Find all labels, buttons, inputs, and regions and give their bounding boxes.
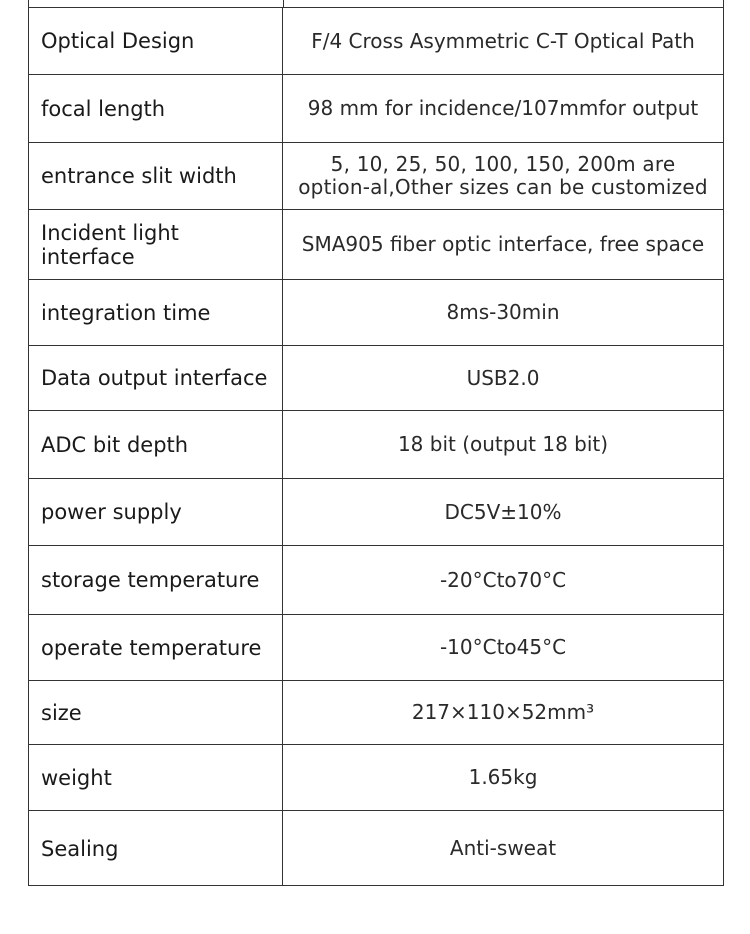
table-row [29,811,723,886]
spec-label: Data output interface [29,346,283,410]
spec-label: entrance slit width [29,143,283,209]
spec-value: 1.65kg [468,765,538,789]
table-row [29,143,723,210]
spec-value: Anti-sweat [449,836,557,860]
spec-label: focal length [29,75,283,142]
table-row [29,745,723,811]
spec-value: -10°Cto45°C [439,635,567,659]
spec-value: 8ms-30min [446,300,560,324]
spec-value: 5, 10, 25, 50, 100, 150, 200m are option-al,Other sizes can be customized [298,152,708,199]
spec-table [28,0,724,886]
table-row [29,210,723,280]
table-row [29,681,723,745]
spec-value: SMA905 fiber optic interface, free space [301,232,705,256]
spec-label: Incident light interface [29,210,283,279]
table-row [29,615,723,681]
spec-label: integration time [29,280,283,345]
spec-label: power supply [29,479,283,545]
spec-value: 98 mm for incidence/107mmfor output [307,96,699,120]
spec-label: size [29,681,283,744]
spec-value: -20°Cto70°C [439,567,567,592]
spec-value: 18 bit (output 18 bit) [397,432,609,456]
table-row [29,546,723,615]
spec-value: 217×110×52mm³ [411,700,595,724]
table-row [29,8,723,75]
spec-value: F/4 Cross Asymmetric C-T Optical Path [311,28,695,53]
spec-label: operate temperature [29,615,283,680]
spec-label: ADC bit depth [29,411,283,478]
table-row [29,280,723,346]
spec-value: USB2.0 [466,365,540,390]
column-divider [283,0,284,8]
spec-label: Optical Design [29,8,283,74]
spec-label: storage temperature [29,546,283,614]
table-row [29,75,723,143]
table-row [29,479,723,546]
spec-value: DC5V±10% [444,499,562,524]
table-row [29,411,723,479]
table-row [29,346,723,411]
table-top-edge [29,0,723,8]
spec-label: weight [29,745,283,810]
spec-label: Sealing [29,811,283,886]
